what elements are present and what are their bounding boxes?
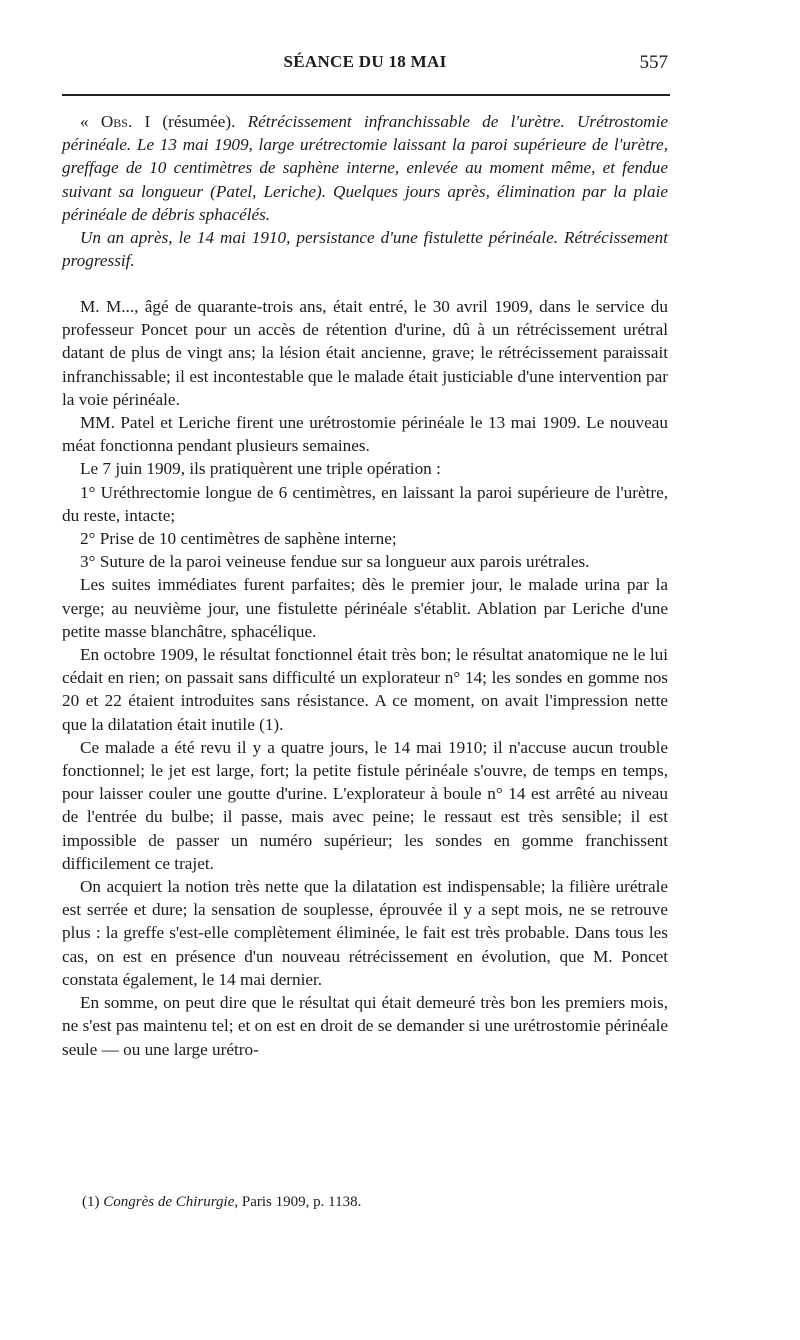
footnote <box>82 1192 662 1212</box>
footnote-citation: , Paris 1909, p. 1138. <box>234 1194 362 1210</box>
body-paragraph: On acquiert la notion très nette que la dilatation est indispensable; la filière urétrale est serrée et dure; la sensation de souplesse, éprouvée il y a sept mois, ne se retrouve plus : la greffe s'est-elle complètement éliminée, le fait est très probable. Dans tous les cas, on est en présence d'un nouveau rétrécissement en évolution, que M. Poncet constata également, le 14 mai dernier. <box>62 877 668 989</box>
obs-number: . I (résumée). <box>127 112 248 131</box>
body-paragraph: M. M..., âgé de quarante-trois ans, était entré, le 30 avril 1909, dans le service du professeur Poncet pour un accès de rétention d'urine, dû à un rétrécissement urétral datant de plus de vingt ans; la lésion était ancienne, grave; le rétrécissement paraissait infranchissable; il est incontestable que le malade était justiciable d'une intervention par la voie périnéale. <box>62 297 668 409</box>
observation-summary <box>62 110 668 272</box>
body-paragraph: En octobre 1909, le résultat fonctionnel était très bon; le résultat anatomique ne le lui cédait en rien; on passait sans difficulté un explorateur n° 14; les sondes en gomme nos 20 et 22 étaient introduites sans résistance. A ce moment, on avait l'impression nette que la dilatation était inutile (1). <box>62 645 668 734</box>
body-paragraph: Les suites immédiates furent parfaites; dès le premier jour, le malade urina par la verge; au neuvième jour, une fistulette périnéale s'établit. Ablation par Leriche d'une petite masse blanchâtre, sphacélique. <box>62 575 668 641</box>
obs-label: Obs <box>100 112 128 131</box>
footnote-marker: (1) <box>82 1194 104 1210</box>
obs-open-quote: « <box>80 112 101 131</box>
page-header <box>62 52 668 82</box>
body-paragraph: 1° Uréthrectomie longue de 6 centimètres, en laissant la paroi supérieure de l'urètre, du reste, intacte; <box>62 482 668 525</box>
summary-paragraph-2: Un an après, le 14 mai 1910, persistance d'une fistulette périnéale. Rétrécissement progressif. <box>62 228 668 271</box>
body-paragraph: 2° Prise de 10 centimètres de saphène interne; <box>80 529 397 549</box>
footnote-source-title: Congrès de Chirurgie <box>103 1194 235 1210</box>
body-paragraph: 3° Suture de la paroi veineuse fendue sur sa longueur aux parois urétrales. <box>80 552 590 572</box>
summary-italic-1: Rétrécissement infranchissable de l'urètre. Urétrostomie périnéale. Le 13 mai 1909, large urétrectomie laissant la paroi supérieure de l'urètre, greffage de 10 centimètres de saphène interne, enlevée au moment même, et fendue suivant sa longueur (Patel, Leriche). Quelques jours après, élimination par la plaie périnéale de débris sphacélés. <box>62 112 669 224</box>
running-title: SÉANCE DU 18 MAI <box>283 52 447 71</box>
page-number: 557 <box>639 52 668 73</box>
summary-paragraph-1 <box>62 110 668 226</box>
case-report-body <box>62 295 668 1061</box>
body-paragraph: Ce malade a été revu il y a quatre jours, le 14 mai 1910; il n'accuse aucun trouble fonctionnel; le jet est large, fort; la petite fistule périnéale s'ouvre, de temps en temps, pour laisser couler une goutte d'urine. L'explorateur à boule n° 14 est arrêté au niveau de l'entrée du bulbe; il passe, mais avec peine; le ressaut est très sensible; il est impossible de passer un numéro supérieur; les sondes en gomme franchissent difficilement ce trajet. <box>62 737 668 873</box>
header-rule <box>62 94 670 96</box>
body-paragraph: En somme, on peut dire que le résultat qui était demeuré très bon les premiers mois, ne s'est pas maintenu tel; et on est en droit de se demander si une urétrostomie périnéale seule — ou une large urétro- <box>62 993 668 1059</box>
body-paragraph: Le 7 juin 1909, ils pratiquèrent une triple opération : <box>80 459 441 479</box>
body-paragraph: MM. Patel et Leriche firent une urétrostomie périnéale le 13 mai 1909. Le nouveau méat fonctionna pendant plusieurs semaines. <box>62 413 668 456</box>
